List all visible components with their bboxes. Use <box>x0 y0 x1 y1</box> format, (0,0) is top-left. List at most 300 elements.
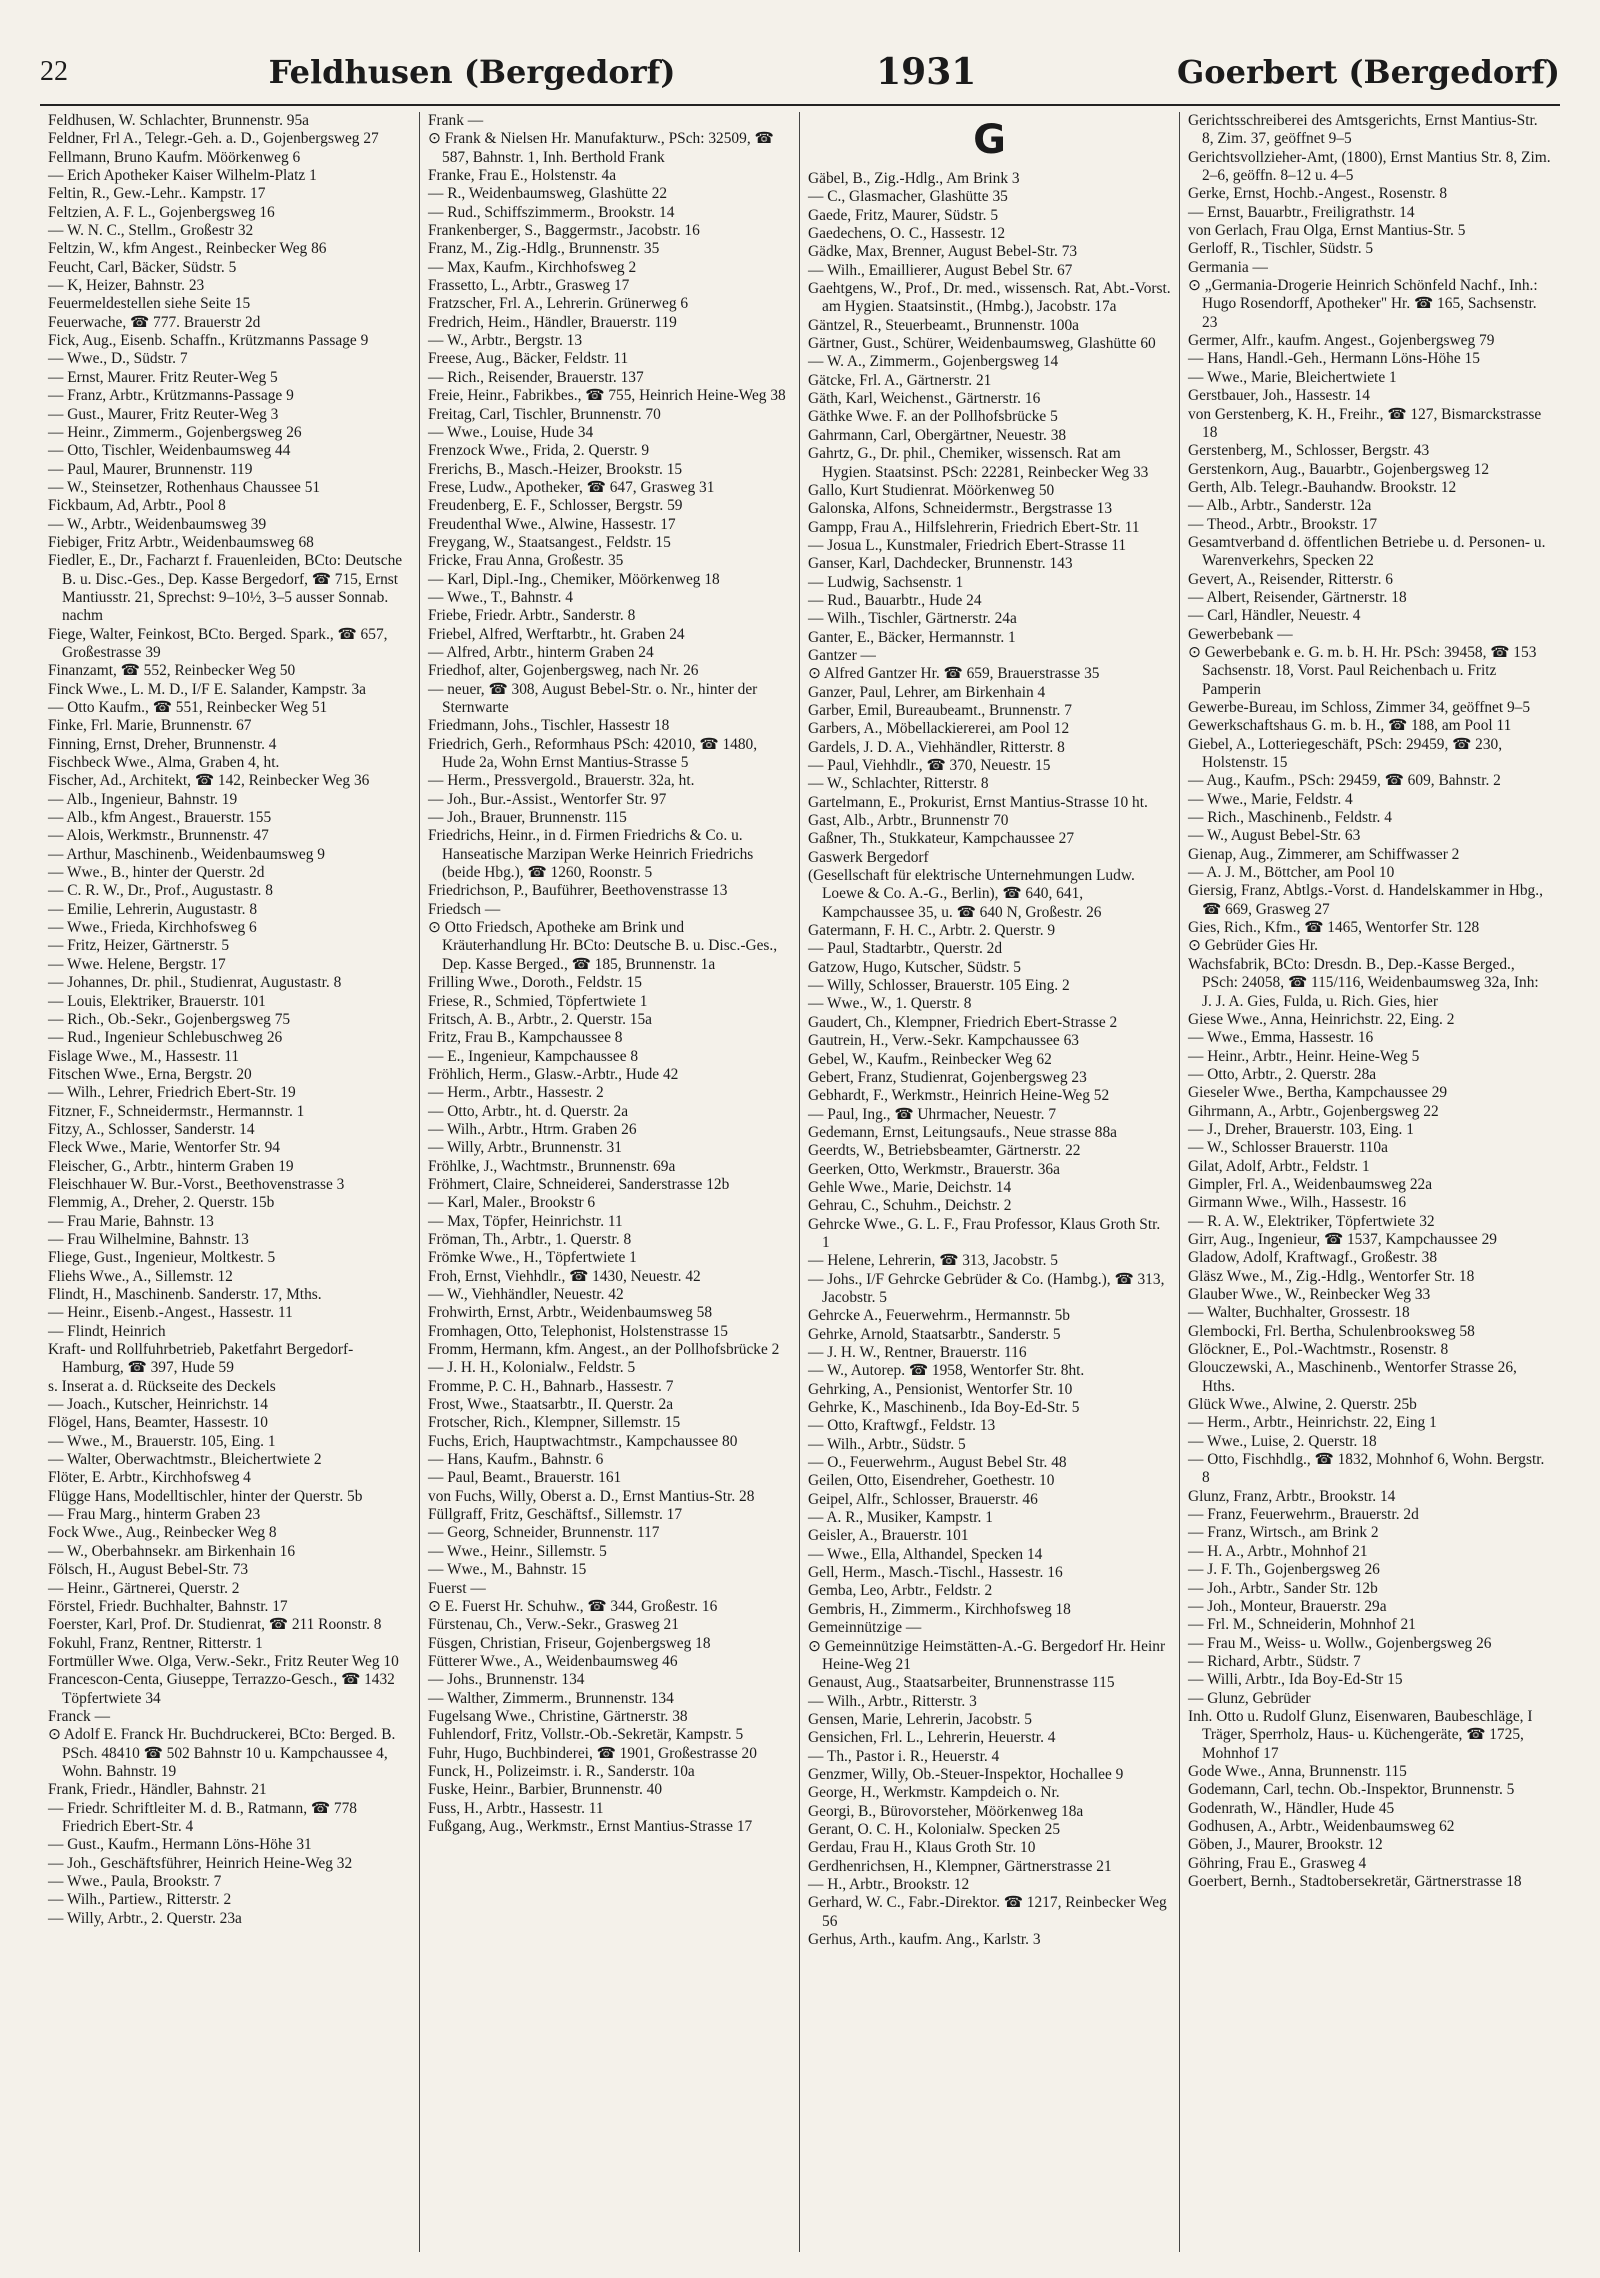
directory-entry: Frassetto, L., Arbtr., Grasweg 17 <box>428 277 630 295</box>
directory-entry: — Max, Töpfer, Heinrichstr. 11 <box>428 1212 623 1230</box>
directory-entry: Giebel, A., Lotteriegeschäft, PSch: 29459, ☎ 230, Holstenstr. 15 <box>1188 735 1503 772</box>
directory-entry: — Hans, Kaufm., Bahnstr. 6 <box>428 1451 604 1469</box>
directory-entry: Fuerst — <box>428 1579 486 1597</box>
directory-entry: Gode Wwe., Anna, Brunnenstr. 115 <box>1188 1762 1407 1780</box>
section-letter: G <box>973 117 1006 163</box>
directory-entry: Frank, Friedr., Händler, Bahnstr. 21 <box>48 1781 267 1799</box>
directory-entry: Fislage Wwe., M., Hassestr. 11 <box>48 1047 240 1065</box>
directory-entry: Gewerbe-Bureau, im Schloss, Zimmer 34, geöffnet 9–5 <box>1188 699 1531 716</box>
directory-entry: Inh. Otto u. Rudolf Glunz, Eisenwaren, Baubeschläge, I Träger, Sperrholz, Haus- u. Küchengeräte, ☎ 1725, Mohnhof 17 <box>1188 1707 1533 1762</box>
directory-entry: Gerdhenrichsen, H., Klempner, Gärtnerstrasse 21 <box>808 1857 1112 1875</box>
directory-entry: — Wilh., Partiew., Ritterstr. 2 <box>48 1891 232 1909</box>
directory-entry: — Willy, Arbtr., Brunnenstr. 31 <box>428 1139 622 1157</box>
directory-entry: Gampp, Frau A., Hilfslehrerin, Friedrich Ebert-Str. 11 <box>808 518 1140 536</box>
directory-entry: Fliehs Wwe., A., Sillemstr. 12 <box>48 1267 233 1285</box>
directory-entry: — W. N. C., Stellm., Großestr 32 <box>48 222 254 240</box>
directory-entry: Freygang, W., Staatsangest., Feldstr. 15 <box>428 533 671 551</box>
directory-entry: Kraft- und Rollfuhrbetrieb, Paketfahrt Bergedorf-Hamburg, ☎ 397, Hude 59 <box>48 1341 354 1377</box>
directory-entry: — W., Oberbahnsekr. am Birkenhain 16 <box>48 1542 296 1560</box>
directory-entry: Gembris, H., Zimmerm., Kirchhofsweg 18 <box>808 1600 1071 1618</box>
directory-entry: Friese, R., Schmied, Töpfertwiete 1 <box>428 992 648 1010</box>
directory-entry: — Theod., Arbtr., Brookstr. 17 <box>1188 515 1378 533</box>
page-number: 22 <box>40 56 68 87</box>
directory-entry: — Rich., Maschinenb., Feldstr. 4 <box>1188 809 1392 827</box>
directory-entry: Füllgraff, Fritz, Geschäftsf., Sillemstr. 17 <box>428 1506 683 1524</box>
directory-entry: — Otto, Tischler, Weidenbaumsweg 44 <box>48 442 291 460</box>
directory-entry: Fußgang, Aug., Werkmstr., Ernst Mantius-Strasse 17 <box>428 1817 753 1835</box>
directory-entry: Geilen, Otto, Eisendreher, Goethestr. 10 <box>808 1472 1055 1490</box>
directory-entry: Froh, Ernst, Viehhdlr., ☎ 1430, Neuestr. 42 <box>428 1267 701 1285</box>
directory-entry: — H. A., Arbtr., Mohnhof 21 <box>1188 1542 1368 1560</box>
directory-entry: Fliege, Gust., Ingenieur, Moltkestr. 5 <box>48 1249 276 1267</box>
directory-entry: Frömke Wwe., H., Töpfertwiete 1 <box>428 1249 637 1267</box>
directory-entry: Frankenberger, S., Baggermstr., Jacobstr. 16 <box>428 222 700 240</box>
directory-entry: — Flindt, Heinrich <box>48 1322 166 1340</box>
directory-entry: Friebel, Alfred, Werftarbtr., ht. Graben 24 <box>428 625 685 643</box>
directory-entry: ⊙ Adolf E. Franck Hr. Buchdruckerei, BCto: Berged. B. PSch. 48410 ☎ 502 Bahnstr 10 u. Kampchaussee 4, Wohn. Bahnstr. 19 <box>48 1726 396 1780</box>
directory-entry: Gladow, Adolf, Kraftwagf., Großestr. 38 <box>1188 1249 1438 1267</box>
directory-entry: Fischer, Ad., Architekt, ☎ 142, Reinbecker Weg 36 <box>48 772 370 790</box>
directory-entry: — Friedr. Schriftleiter M. d. B., Ratmann, ☎ 778 Friedrich Ebert-Str. 4 <box>48 1799 357 1835</box>
directory-entry: Frilling Wwe., Doroth., Feldstr. 15 <box>428 974 642 992</box>
directory-entry: — Wwe., Emma, Hassestr. 16 <box>1188 1029 1374 1047</box>
directory-entry: — Gust., Maurer, Fritz Reuter-Weg 3 <box>48 405 279 423</box>
directory-entry: Flöter, E. Arbtr., Kirchhofsweg 4 <box>48 1469 251 1487</box>
directory-entry: Gemba, Leo, Arbtr., Feldstr. 2 <box>808 1582 993 1600</box>
directory-entry: Fellmann, Bruno Kaufm. Möörkenweg 6 <box>48 148 301 166</box>
directory-entry: Frank — <box>428 112 484 129</box>
directory-entry: Fiege, Walter, Feinkost, BCto. Berged. Spark., ☎ 657, Großestrasse 39 <box>48 625 388 661</box>
directory-entry: Gehrau, C., Schuhm., Deichstr. 2 <box>808 1197 1012 1215</box>
directory-entry: — Wwe., Marie, Bleichertwiete 1 <box>1188 368 1397 386</box>
directory-entry: — Willy, Arbtr., 2. Querstr. 23a <box>48 1909 242 1927</box>
directory-entry: Fugelsang Wwe., Christine, Gärtnerstr. 38 <box>428 1707 688 1725</box>
directory-entry: — Joh., Geschäftsführer, Heinrich Heine-Weg 32 <box>48 1854 353 1872</box>
directory-entry: Gautrein, H., Verw.-Sekr. Kampchaussee 63 <box>808 1032 1079 1050</box>
directory-entry: ⊙ Otto Friedsch, Apotheke am Brink und Kräuterhandlung Hr. BCto: Deutsche B. u. Disc.-Ges., Dep. Kasse Berged., ☎ 185, Brunnenstr. 1a <box>428 919 778 973</box>
directory-entry: Giese Wwe., Anna, Heinrichstr. 22, Eing. 2 <box>1188 1010 1455 1028</box>
directory-entry: Godhusen, A., Arbtr., Weidenbaumsweg 62 <box>1188 1817 1455 1835</box>
directory-entry: Gätcke, Frl. A., Gärtnerstr. 21 <box>808 371 992 389</box>
directory-entry: Foerster, Karl, Prof. Dr. Studienrat, ☎ 211 Roonstr. 8 <box>48 1616 382 1634</box>
directory-entry: Geerdts, W., Betriebsbeamter, Gärtnerstr. 22 <box>808 1142 1081 1160</box>
directory-entry: Gehrcke Wwe., G. L. F., Frau Professor, Klaus Groth Str. 1 <box>808 1215 1161 1251</box>
directory-entry: Feltin, R., Gew.-Lehr.. Kampstr. 17 <box>48 185 266 203</box>
directory-entry: Glöckner, E., Pol.-Wachtmstr., Rosenstr. 8 <box>1188 1341 1449 1359</box>
directory-entry: Gensen, Marie, Lehrerin, Jacobstr. 5 <box>808 1710 1032 1728</box>
directory-entry: Gebert, Franz, Studienrat, Gojenbergsweg 23 <box>808 1068 1087 1086</box>
directory-entry: Gatermann, F. H. C., Arbtr. 2. Querstr. 9 <box>808 922 1056 940</box>
directory-entry: Gewerkschaftshaus G. m. b. H., ☎ 188, am Pool 11 <box>1188 717 1512 735</box>
directory-entry: von Fuchs, Willy, Oberst a. D., Ernst Mantius-Str. 28 <box>428 1487 755 1505</box>
directory-entry: Gantzer — <box>808 646 876 664</box>
directory-entry: Glunz, Franz, Arbtr., Brookstr. 14 <box>1188 1487 1396 1505</box>
directory-entry: — Wwe., Ella, Althandel, Specken 14 <box>808 1545 1043 1563</box>
directory-entry: Fischbeck Wwe., Alma, Graben 4, ht. <box>48 754 280 772</box>
directory-entry: Germania — <box>1188 258 1268 276</box>
directory-entry: Garber, Emil, Bureaubeamt., Brunnenstr. 7 <box>808 701 1072 719</box>
directory-entry: von Gerstenberg, K. H., Freihr., ☎ 127, Bismarckstrasse 18 <box>1188 405 1542 441</box>
directory-entry: (Gesellschaft für elektrische Unternehmungen Ludw. Loewe & Co. A.-G., Berlin), ☎ 640, 641, Kampchaussee 35, u. ☎ 640 N, Großestr. 26 <box>808 867 1135 921</box>
directory-entry: — R. A. W., Elektriker, Töpfertwiete 32 <box>1188 1212 1435 1230</box>
directory-entry: Fiebiger, Fritz Arbtr., Weidenbaumsweg 68 <box>48 533 314 551</box>
directory-entry: Gehrcke A., Feuerwehrm., Hermannstr. 5b <box>808 1307 1070 1325</box>
directory-entry: — Louis, Elektriker, Brauerstr. 101 <box>48 992 266 1010</box>
directory-entry: Gerstenkorn, Aug., Bauarbtr., Gojenbergsweg 12 <box>1188 460 1490 478</box>
directory-entry: Fröman, Th., Arbtr., 1. Querstr. 8 <box>428 1230 632 1248</box>
directory-entry: — Wwe., Frieda, Kirchhofsweg 6 <box>48 919 257 937</box>
directory-entry: — Heinr., Eisenb.-Angest., Hassestr. 11 <box>48 1304 293 1322</box>
directory-entry: — Herm., Pressvergold., Brauerstr. 32a, ht. <box>428 772 695 790</box>
directory-entry: George, H., Werkmstr. Kampdeich o. Nr. <box>808 1784 1060 1802</box>
directory-entry: — J. H. H., Kolonialw., Feldstr. 5 <box>428 1359 636 1377</box>
directory-entry: Gihrmann, A., Arbtr., Gojenbergsweg 22 <box>1188 1102 1439 1120</box>
directory-entry: Gaede, Fritz, Maurer, Südstr. 5 <box>808 206 999 224</box>
directory-entry: Feuerwache, ☎ 777. Brauerstr 2d <box>48 313 261 331</box>
directory-entry: — Wwe. Helene, Bergstr. 17 <box>48 955 226 973</box>
directory-entry: Frerichs, B., Masch.-Heizer, Brookstr. 15 <box>428 460 683 478</box>
directory-entry: Finanzamt, ☎ 552, Reinbecker Weg 50 <box>48 662 296 680</box>
directory-entry: Fleischer, G., Arbtr., hinterm Graben 19 <box>48 1157 294 1175</box>
directory-entry: Gaudert, Ch., Klempner, Friedrich Ebert-Strasse 2 <box>808 1013 1118 1031</box>
directory-entry: — Georg, Schneider, Brunnenstr. 117 <box>428 1524 660 1542</box>
directory-entry: — W., Schlachter, Ritterstr. 8 <box>808 775 989 793</box>
directory-entry: ⊙ Alfred Gantzer Hr. ☎ 659, Brauerstrasse 35 <box>808 665 1100 683</box>
directory-entry: Feltzien, A. F. L., Gojenbergsweg 16 <box>48 203 275 221</box>
directory-entry: — Wilh., Arbtr., Ritterstr. 3 <box>808 1692 977 1710</box>
directory-entry: Gensichen, Frl. L., Lehrerin, Heuerstr. 4 <box>808 1729 1056 1747</box>
directory-entry: Goerbert, Bernh., Stadtobersekretär, Gärtnerstrasse 18 <box>1188 1873 1522 1890</box>
directory-entry: — Wwe., Heinr., Sillemstr. 5 <box>428 1542 607 1560</box>
directory-entry: — neuer, ☎ 308, August Bebel-Str. o. Nr., hinter der Sternwarte <box>428 680 758 716</box>
directory-entry: Gehrke, K., Maschinenb., Ida Boy-Ed-Str. 5 <box>808 1399 1080 1417</box>
directory-entry: — Rich., Reisender, Brauerstr. 137 <box>428 368 644 386</box>
directory-entry: — Albert, Reisender, Gärtnerstr. 18 <box>1188 588 1407 606</box>
directory-entry: — Karl, Dipl.-Ing., Chemiker, Möörkenweg 18 <box>428 570 720 588</box>
directory-entry: — Alfred, Arbtr., hinterm Graben 24 <box>428 643 654 661</box>
directory-entry: Friedrich, Gerh., Reformhaus PSch: 42010, ☎ 1480, Hude 2a, Wohn Ernst Mantius-Strasse 5 <box>428 735 758 772</box>
directory-entry: — C., Glasmacher, Glashütte 35 <box>808 188 1008 206</box>
directory-entry: Gäth, Karl, Weichenst., Gärtnerstr. 16 <box>808 390 1041 408</box>
directory-entry: — Alois, Werkmstr., Brunnenstr. 47 <box>48 827 269 845</box>
directory-entry: Förstel, Friedr. Buchhalter, Bahnstr. 17 <box>48 1597 288 1615</box>
directory-entry: — Johs., Brunnenstr. 134 <box>428 1671 585 1689</box>
directory-entry: — J. H. W., Rentner, Brauerstr. 116 <box>808 1344 1027 1361</box>
directory-entry: s. Inserat a. d. Rückseite des Deckels <box>48 1377 276 1395</box>
directory-entry: Godenrath, W., Händler, Hude 45 <box>1188 1799 1395 1817</box>
directory-entry: Freie, Heinr., Fabrikbes., ☎ 755, Heinrich Heine-Weg 38 <box>428 387 786 405</box>
directory-entry: Gädke, Max, Brenner, August Bebel-Str. 73 <box>808 243 1078 261</box>
directory-entry: — A. R., Musiker, Kampstr. 1 <box>808 1509 993 1527</box>
directory-entry: Gehrking, A., Pensionist, Wentorfer Str. 10 <box>808 1380 1073 1398</box>
directory-entry: Gerant, O. C. H., Kolonialw. Specken 25 <box>808 1820 1061 1838</box>
directory-entry: Gerhus, Arth., kaufm. Ang., Karlstr. 3 <box>808 1931 1041 1948</box>
directory-entry: Gallo, Kurt Studienrat. Möörkenweg 50 <box>808 481 1055 499</box>
directory-entry: — W., Viehhändler, Neuestr. 42 <box>428 1286 624 1303</box>
directory-entry: Feldner, Frl A., Telegr.-Geh. a. D., Gojenbergsweg 27 <box>48 130 379 148</box>
directory-entry: — Otto, Fischhdlg., ☎ 1832, Mohnhof 6, Wohn. Bergstr. 8 <box>1188 1451 1545 1487</box>
directory-entry: — A. J. M., Böttcher, am Pool 10 <box>1188 864 1395 882</box>
directory-entry: — Karl, Maler., Brookstr 6 <box>428 1194 596 1212</box>
directory-entry: Gerdau, Frau H., Klaus Groth Str. 10 <box>808 1839 1036 1857</box>
columns <box>40 112 1560 2252</box>
directory-entry: Gehrke, Arnold, Staatsarbtr., Sanderstr. 5 <box>808 1325 1061 1343</box>
directory-entry: — Wilh., Lehrer, Friedrich Ebert-Str. 19 <box>48 1084 296 1102</box>
directory-entry: — Otto, Arbtr., ht. d. Querstr. 2a <box>428 1102 629 1120</box>
directory-entry: Gerichtsschreiberei des Amtsgerichts, Ernst Mantius-Str. 8, Zim. 37, geöffnet 9–5 <box>1188 112 1538 148</box>
directory-entry: Garbers, A., Möbellackiererei, am Pool 12 <box>808 720 1070 738</box>
directory-entry: — Willy, Schlosser, Brauerstr. 105 Eing. 2 <box>808 977 1070 995</box>
directory-entry: Fokuhl, Franz, Rentner, Ritterstr. 1 <box>48 1634 263 1652</box>
directory-entry: Genzmer, Willy, Ob.-Steuer-Inspektor, Hochallee 9 <box>808 1765 1124 1783</box>
directory-entry: Fuhlendorf, Fritz, Vollstr.-Ob.-Sekretär, Kampstr. 5 <box>428 1726 744 1744</box>
directory-entry: — Carl, Händler, Neuestr. 4 <box>1188 607 1361 625</box>
directory-entry: — Wwe., Louise, Hude 34 <box>428 423 594 441</box>
directory-entry: — Willi, Arbtr., Ida Boy-Ed-Str 15 <box>1188 1671 1403 1689</box>
directory-entry: Fricke, Frau Anna, Großestr. 35 <box>428 552 624 570</box>
directory-entry: Fleischhauer W. Bur.-Vorst., Beethovenstrasse 3 <box>48 1175 345 1193</box>
directory-entry: — Glunz, Gebrüder <box>1188 1689 1311 1707</box>
directory-entry: Fratzscher, Frl. A., Lehrerin. Grünerweg 6 <box>428 295 689 313</box>
directory-entry: Friedhof, alter, Gojenbergsweg, nach Nr. 26 <box>428 662 699 680</box>
directory-entry: Feucht, Carl, Bäcker, Südstr. 5 <box>48 258 237 276</box>
directory-entry: — Herm., Arbtr., Hassestr. 2 <box>428 1084 604 1102</box>
column-2 <box>420 112 800 2252</box>
column-4 <box>1180 112 1560 2252</box>
directory-entry: Geerken, Otto, Werkmstr., Brauerstr. 36a <box>808 1160 1060 1178</box>
directory-entry: — Fritz, Heizer, Gärtnerstr. 5 <box>48 937 230 955</box>
directory-entry: Gies, Rich., Kfm., ☎ 1465, Wentorfer Str. 128 <box>1188 919 1480 937</box>
directory-entry: Fröhmert, Claire, Schneiderei, Sanderstrasse 12b <box>428 1175 730 1193</box>
directory-entry: — Paul, Viehhdlr., ☎ 370, Neuestr. 15 <box>808 757 1051 774</box>
directory-entry: — H., Arbtr., Brookstr. 12 <box>808 1875 970 1893</box>
directory-entry: — Frau Marg., hinterm Graben 23 <box>48 1506 261 1524</box>
directory-entry: Fromhagen, Otto, Telephonist, Holstenstrasse 15 <box>428 1322 729 1340</box>
directory-entry: Ganter, E., Bäcker, Hermannstr. 1 <box>808 628 1016 646</box>
directory-entry: ⊙ E. Fuerst Hr. Schuhw., ☎ 344, Großestr. 16 <box>428 1597 718 1615</box>
page-header <box>40 40 1560 106</box>
directory-entry: Freudenberg, E. F., Schlosser, Bergstr. 59 <box>428 497 683 515</box>
directory-entry: Frost, Wwe., Staatsarbtr., II. Querstr. 2a <box>428 1396 674 1414</box>
directory-entry: — Alb., Ingenieur, Bahnstr. 19 <box>48 790 238 808</box>
directory-entry: ⊙ Frank & Nielsen Hr. Manufakturw., PSch: 32509, ☎ 587, Bahnstr. 1, Inh. Berthold Frank <box>428 130 774 166</box>
directory-entry: — Paul, Maurer, Brunnenstr. 119 <box>48 460 253 478</box>
directory-entry: Fütterer Wwe., A., Weidenbaumsweg 46 <box>428 1652 678 1670</box>
directory-entry: — Rud., Schiffszimmerm., Brookstr. 14 <box>428 203 675 221</box>
directory-entry: — Wwe., Marie, Feldstr. 4 <box>1188 790 1353 808</box>
directory-entry: — Frl. M., Schneiderin, Mohnhof 21 <box>1188 1616 1416 1634</box>
directory-entry: — Wwe., D., Südstr. 7 <box>48 350 188 368</box>
directory-entry: Fitschen Wwe., Erna, Bergstr. 20 <box>48 1065 252 1083</box>
directory-entry: Frese, Ludw., Apotheker, ☎ 647, Grasweg 31 <box>428 478 715 496</box>
directory-entry: Feltzin, W., kfm Angest., Reinbecker Weg 86 <box>48 240 327 258</box>
directory-entry: Gaswerk Bergedorf <box>808 848 929 866</box>
directory-entry: — Erich Apotheker Kaiser Wilhelm-Platz 1 <box>48 167 317 185</box>
directory-entry: — C. R. W., Dr., Prof., Augustastr. 8 <box>48 882 273 900</box>
directory-entry: Fortmüller Wwe. Olga, Verw.-Sekr., Fritz Reuter Weg 10 <box>48 1652 399 1670</box>
directory-entry: — Wwe., M., Brauerstr. 105, Eing. 1 <box>48 1432 276 1450</box>
directory-entry: Franz, M., Zig.-Hdlg., Brunnenstr. 35 <box>428 240 660 258</box>
directory-entry: Genaust, Aug., Staatsarbeiter, Brunnenstrasse 115 <box>808 1674 1115 1692</box>
directory-entry: Gerth, Alb. Telegr.-Bauhandw. Brookstr. 12 <box>1188 478 1457 496</box>
directory-entry: Gimpler, Frl. A., Weidenbaumsweg 22a <box>1188 1175 1433 1193</box>
column-1 <box>40 112 420 2252</box>
directory-entry: Gebel, W., Kaufm., Reinbecker Weg 62 <box>808 1050 1052 1068</box>
directory-entry: Gebhardt, F., Werkmstr., Heinrich Heine-Weg 52 <box>808 1087 1110 1105</box>
directory-entry: — Otto Kaufm., ☎ 551, Reinbecker Weg 51 <box>48 699 328 716</box>
directory-entry: Fröhlke, J., Wachtmstr., Brunnenstr. 69a <box>428 1157 676 1175</box>
directory-entry: — O., Feuerwehrm., August Bebel Str. 48 <box>808 1454 1067 1472</box>
directory-entry: Flemmig, A., Dreher, 2. Querstr. 15b <box>48 1194 275 1212</box>
directory-entry: Frenzock Wwe., Frida, 2. Querstr. 9 <box>428 442 650 460</box>
directory-entry: — Rich., Ob.-Sekr., Gojenbergsweg 75 <box>48 1010 291 1028</box>
directory-entry: Fritsch, A. B., Arbtr., 2. Querstr. 15a <box>428 1010 653 1028</box>
directory-entry: Gehle Wwe., Marie, Deichstr. 14 <box>808 1178 1012 1196</box>
directory-entry: Gilat, Adolf, Arbtr., Feldstr. 1 <box>1188 1157 1370 1175</box>
directory-entry: — Heinr., Arbtr., Heinr. Heine-Weg 5 <box>1188 1047 1420 1065</box>
directory-entry: Fitzner, F., Schneidermstr., Hermannstr. 1 <box>48 1102 305 1120</box>
directory-entry: — Herm., Arbtr., Heinrichstr. 22, Eing 1 <box>1188 1414 1437 1432</box>
directory-entry: Giersig, Franz, Abtlgs.-Vorst. d. Handelskammer in Hbg., ☎ 669, Grasweg 27 <box>1188 882 1543 918</box>
directory-entry: — Josua L., Kunstmaler, Friedrich Ebert-Strasse 11 <box>808 536 1127 554</box>
directory-entry: Fromme, P. C. H., Bahnarb., Hassestr. 7 <box>428 1377 674 1395</box>
directory-entry: Gevert, A., Reisender, Ritterstr. 6 <box>1188 570 1393 588</box>
directory-entry: Fleck Wwe., Marie, Wentorfer Str. 94 <box>48 1139 280 1157</box>
directory-entry: Franck — <box>48 1707 110 1725</box>
directory-entry: Friedrichs, Heinr., in d. Firmen Friedrichs & Co. u. Hanseatische Marzipan Werke Heinrich Friedrichs (beide Hbg.), ☎ 1260, Roonstr. 5 <box>428 827 754 882</box>
directory-entry: Gaehtgens, W., Prof., Dr. med., wissensch. Rat, Abt.-Vorst. am Hygien. Staatsinstit., (Hmbg.), Jacobstr. 17a <box>808 280 1171 316</box>
directory-entry: Girmann Wwe., Wilh., Hassestr. 16 <box>1188 1194 1407 1212</box>
directory-entry: Gärtner, Gust., Schürer, Weidenbaumsweg, Glashütte 60 <box>808 335 1156 353</box>
directory-entry: — Wwe., W., 1. Querstr. 8 <box>808 995 972 1013</box>
directory-entry: — Richard, Arbtr., Südstr. 7 <box>1188 1652 1361 1670</box>
directory-entry: Gast, Alb., Arbtr., Brunnenstr 70 <box>808 812 1009 830</box>
directory-entry: — Max, Kaufm., Kirchhofsweg 2 <box>428 258 637 276</box>
directory-entry: — Alb., Arbtr., Sanderstr. 12a <box>1188 497 1372 515</box>
directory-entry: — Joh., Bur.-Assist., Wentorfer Str. 97 <box>428 790 667 808</box>
directory-entry: — R., Weidenbaumsweg, Glashütte 22 <box>428 185 668 203</box>
directory-entry: — Frau M., Weiss- u. Wollw., Gojenbergsweg 26 <box>1188 1634 1492 1652</box>
directory-entry: — Wilh., Tischler, Gärtnerstr. 24a <box>808 610 1017 628</box>
directory-entry: — Frau Marie, Bahnstr. 13 <box>48 1212 214 1230</box>
directory-entry: Fock Wwe., Aug., Reinbecker Weg 8 <box>48 1524 277 1542</box>
directory-entry: Funck, H., Polizeimstr. i. R., Sanderstr. 10a <box>428 1762 695 1780</box>
directory-entry: Godemann, Carl, techn. Ob.-Inspektor, Brunnenstr. 5 <box>1188 1781 1515 1799</box>
directory-entry: Gatzow, Hugo, Kutscher, Südstr. 5 <box>808 958 1021 976</box>
directory-entry: — Helene, Lehrerin, ☎ 313, Jacobstr. 5 <box>808 1252 1058 1270</box>
directory-entry: — Gust., Kaufm., Hermann Löns-Höhe 31 <box>48 1836 312 1854</box>
directory-entry: — W., August Bebel-Str. 63 <box>1188 827 1361 845</box>
directory-entry: — Wilh., Arbtr., Htrm. Graben 26 <box>428 1120 637 1138</box>
directory-entry: Flindt, H., Maschinenb. Sanderstr. 17, Mths. <box>48 1286 322 1303</box>
directory-entry: Gedemann, Ernst, Leitungsaufs., Neue strasse 88a <box>808 1123 1118 1141</box>
directory-entry: — Otto, Arbtr., 2. Querstr. 28a <box>1188 1065 1377 1083</box>
directory-entry: Geipel, Alfr., Schlosser, Brauerstr. 46 <box>808 1490 1038 1508</box>
directory-entry: Germer, Alfr., kaufm. Angest., Gojenbergsweg 79 <box>1188 332 1495 350</box>
directory-entry: Gläsz Wwe., M., Zig.-Hdlg., Wentorfer Str. 18 <box>1188 1267 1475 1285</box>
directory-entry: — Walter, Oberwachtmstr., Bleichertwiete 2 <box>48 1451 322 1469</box>
directory-entry: Friebe, Friedr. Arbtr., Sanderstr. 8 <box>428 607 636 625</box>
directory-entry: — Wwe., Paula, Brookstr. 7 <box>48 1873 222 1890</box>
directory-entry: — W., Arbtr., Bergstr. 13 <box>428 332 583 350</box>
directory-entry: Gerichtsvollzieher-Amt, (1800), Ernst Mantius Str. 8, Zim. 2–6, geöffn. 8–12 u. 4–5 <box>1188 148 1551 185</box>
directory-entry: Gieseler Wwe., Bertha, Kampchaussee 29 <box>1188 1084 1448 1102</box>
directory-entry: Fuhr, Hugo, Buchbinderei, ☎ 1901, Großestrasse 20 <box>428 1744 757 1762</box>
directory-entry: — Th., Pastor i. R., Heuerstr. 4 <box>808 1747 1000 1765</box>
directory-entry: ⊙ Gewerbebank e. G. m. b. H. Hr. PSch: 39458, ☎ 153 Sachsenstr. 18, Vorst. Paul Reichenbach u. Fritz Pamperin <box>1188 643 1537 698</box>
directory-entry: Fuss, H., Arbtr., Hassestr. 11 <box>428 1799 604 1817</box>
directory-entry: Gäntzel, R., Steuerbeamt., Brunnenstr. 100a <box>808 316 1079 334</box>
directory-entry: Gahrmann, Carl, Obergärtner, Neuestr. 38 <box>808 426 1067 444</box>
directory-entry: — Joh., Monteur, Brauerstr. 29a <box>1188 1597 1387 1615</box>
directory-entry: Fitzy, A., Schlosser, Sanderstr. 14 <box>48 1120 255 1138</box>
directory-entry: Glouczewski, A., Maschinenb., Wentorfer Strasse 26, Hths. <box>1188 1359 1517 1395</box>
directory-entry: — Ernst, Maurer. Fritz Reuter-Weg 5 <box>48 368 278 386</box>
directory-entry: Gahrtz, G., Dr. phil., Chemiker, wissensch. Rat am Hygien. Staatsinst. PSch: 22281, Reinbecker Weg 33 <box>808 445 1149 481</box>
directory-entry: Friedrichson, P., Bauführer, Beethovenstrasse 13 <box>428 882 728 900</box>
directory-entry: — Walter, Buchhalter, Grossestr. 18 <box>1188 1304 1410 1322</box>
directory-entry: Gesamtverband d. öffentlichen Betriebe u. d. Personen- u. Warenverkehrs, Specken 22 <box>1188 533 1546 570</box>
directory-entry: Flügge Hans, Modelltischler, hinter der Querstr. 5b <box>48 1487 363 1505</box>
directory-entry: Fröhlich, Herm., Glasw.-Arbtr., Hude 42 <box>428 1065 679 1083</box>
directory-entry: — Arthur, Maschinenb., Weidenbaumsweg 9 <box>48 845 325 863</box>
directory-entry: Gerloff, R., Tischler, Südstr. 5 <box>1188 240 1374 258</box>
directory-entry: — Rud., Ingenieur Schlebuschweg 26 <box>48 1029 283 1047</box>
directory-entry: Glück Wwe., Alwine, 2. Querstr. 25b <box>1188 1396 1417 1414</box>
directory-entry: — Franz, Feuerwehrm., Brauerstr. 2d <box>1188 1506 1419 1524</box>
directory-entry: Frotscher, Rich., Klempner, Sillemstr. 15 <box>428 1414 681 1432</box>
directory-entry: — Alb., kfm Angest., Brauerstr. 155 <box>48 809 272 827</box>
year: 1931 <box>876 51 977 93</box>
directory-entry: Fölsch, H., August Bebel-Str. 73 <box>48 1561 249 1579</box>
directory-entry: Gell, Herm., Masch.-Tischl., Hassestr. 16 <box>808 1564 1063 1582</box>
directory-entry: Gemeinnützige — <box>808 1619 922 1637</box>
directory-entry: — W., Autorep. ☎ 1958, Wentorfer Str. 8ht. <box>808 1362 1085 1380</box>
directory-entry: Finning, Ernst, Dreher, Brunnenstr. 4 <box>48 735 277 753</box>
directory-entry: — Emilie, Lehrerin, Augustastr. 8 <box>48 900 258 918</box>
directory-entry: — Aug., Kaufm., PSch: 29459, ☎ 609, Bahnstr. 2 <box>1188 772 1501 790</box>
directory-entry: — K, Heizer, Bahnstr. 23 <box>48 277 205 295</box>
directory-entry: Fuske, Heinr., Barbier, Brunnenstr. 40 <box>428 1781 663 1799</box>
directory-entry: — J., Dreher, Brauerstr. 103, Eing. 1 <box>1188 1120 1414 1138</box>
header-left: Feldhusen (Bergedorf) <box>268 53 676 91</box>
directory-entry: — Rud., Bauarbtr., Hude 24 <box>808 591 982 609</box>
directory-entry: Frohwirth, Ernst, Arbtr., Weidenbaumsweg 58 <box>428 1304 713 1322</box>
directory-entry: — Wilh., Emaillierer, August Bebel Str. 67 <box>808 261 1073 279</box>
directory-entry: Finck Wwe., L. M. D., I/F E. Salander, Kampstr. 3a <box>48 680 366 698</box>
directory-entry: Friedsch — <box>428 900 501 918</box>
directory-entry: ⊙ „Germania-Drogerie Heinrich Schönfeld Nachf., Inh.: Hugo Rosendorff, Apotheker" Hr. ☎ 165, Sachsenstr. 23 <box>1188 277 1538 331</box>
directory-entry: Göhring, Frau E., Grasweg 4 <box>1188 1854 1367 1872</box>
directory-entry: Gartelmann, E., Prokurist, Ernst Mantius-Strasse 10 ht. <box>808 793 1148 811</box>
directory-entry: Fick, Aug., Eisenb. Schaffn., Krützmanns Passage 9 <box>48 332 369 350</box>
directory-entry: Friedmann, Johs., Tischler, Hassestr 18 <box>428 717 670 735</box>
directory-entry: Gerstenberg, M., Schlosser, Bergstr. 43 <box>1188 442 1430 460</box>
directory-entry: Fuchs, Erich, Hauptwachtmstr., Kampchaussee 80 <box>428 1432 738 1450</box>
directory-entry: Gerke, Ernst, Hochb.-Angest., Rosenstr. 8 <box>1188 185 1448 203</box>
directory-entry: Francescon-Centa, Giuseppe, Terrazzo-Gesch., ☎ 1432 Töpfertwiete 34 <box>48 1671 395 1707</box>
directory-entry: Gerhard, W. C., Fabr.-Direktor. ☎ 1217, Reinbecker Weg 56 <box>808 1894 1167 1930</box>
directory-entry: Feuermeldestellen siehe Seite 15 <box>48 295 251 313</box>
directory-entry: — Wwe., T., Bahnstr. 4 <box>428 588 573 606</box>
directory-entry: — Ernst, Bauarbtr., Freiligrathstr. 14 <box>1188 203 1415 221</box>
directory-entry: — Paul, Beamt., Brauerstr. 161 <box>428 1469 622 1487</box>
directory-entry: Flögel, Hans, Beamter, Hassestr. 10 <box>48 1414 268 1432</box>
directory-entry: Georgi, B., Bürovorsteher, Möörkenweg 18a <box>808 1802 1084 1820</box>
directory-entry: Galonska, Alfons, Schneidermstr., Bergstrasse 13 <box>808 500 1113 518</box>
directory-entry: Gaßner, Th., Stukkateur, Kampchaussee 27 <box>808 830 1075 848</box>
directory-entry: Geisler, A., Brauerstr. 101 <box>808 1527 969 1545</box>
